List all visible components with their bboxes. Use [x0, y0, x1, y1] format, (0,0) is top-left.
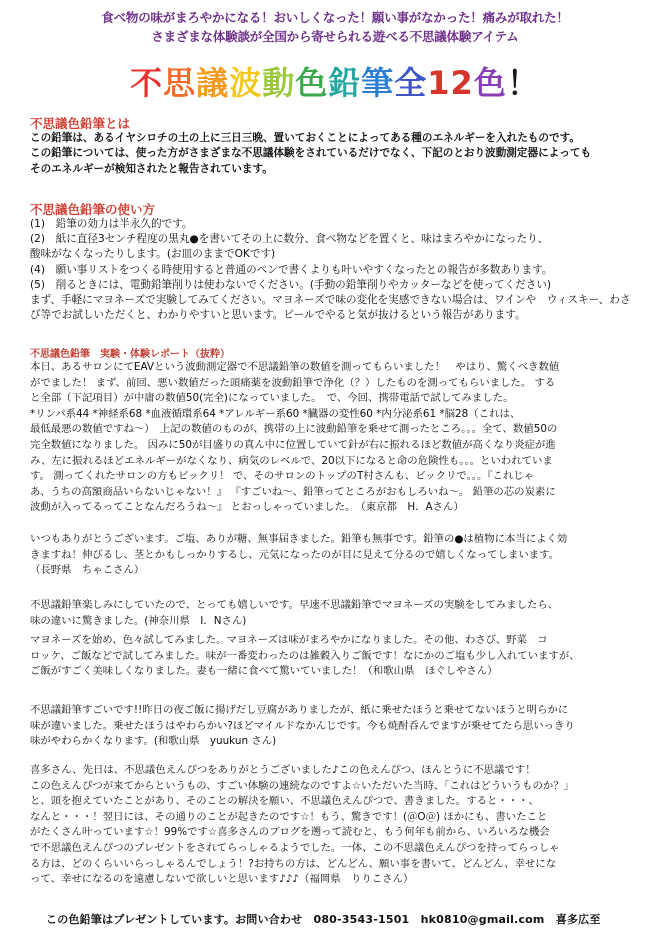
- report-line: る方は、どのくらいいらっしゃるんでしょう！?お持ちの方は、どんどん、願い事を書いて、どんどん、幸せにな: [30, 857, 557, 870]
- title-char: ！: [506, 64, 540, 102]
- report-line: マヨネーズを始め、色々試してみました。マヨネーズは味がまろやかになりました。その他、わさび、野菜 コ: [30, 634, 548, 646]
- title-char: 議: [196, 64, 230, 102]
- report-line: この色えんぴつが来てからというもの、すごい体験の連続なのですよ☆いただいた当時、「これはどういうものか？」: [30, 779, 575, 792]
- contact-footer: この色鉛筆はプレゼントしています。お問い合わせ 080-3543-1501 hk0810@gmail.com 喜多広至: [46, 913, 601, 926]
- report-line: 完全数値になりました。 因みに50が目盛りの真ん中に位置していて針が右に振れるほど数値が高くなり炎症が進: [30, 438, 556, 451]
- title-char: 全: [394, 64, 428, 102]
- rainbow-title: [0, 58, 670, 104]
- title-char: 12: [427, 64, 474, 102]
- report-line: す。 測ってくれたサロンの方もビックリ！ で、そのサロンのトップのT村さんも、ビックリで。。。『これじゃ: [30, 470, 535, 483]
- title-char: 鉛: [328, 64, 362, 102]
- report-line: 最低最悪の数値ですね～） 上記の数値のものが、携帯の上に波動鉛筆を乗せて測ったところ。。。全て、数値50の: [30, 423, 558, 436]
- report-line: み、左に振れるほどエネルギーがなくなり、病気のレベルで、20以下になると命の危険性も。。。といわれていま: [30, 454, 553, 467]
- usage-line: び等でお試しいただくと、わかりやすいと思います。ビールでやると気が抜けるという報告があります。: [30, 309, 526, 322]
- report-heading: 不思議色鉛筆 実験・体験レポート（抜粋）: [30, 349, 230, 360]
- report-line: （長野県 ちゃこさん）: [30, 564, 145, 577]
- report-line: と全部（下記項目）が中庸の数値50(完全)になっていました。 で、今回、携帯電話で試してみました。: [30, 392, 514, 405]
- report-line: いつもありがとうございます。ご塩、ありが糖、無事届きました。鉛筆も無事です。鉛筆の●は植物に本当によく効: [30, 533, 568, 545]
- report-line: 本日、あるサロンにてEAVという波動測定器で不思議鉛筆の数値を測ってもらいました！ やはり、驚くべき数値: [30, 361, 560, 373]
- report-line: と、頭を抱えていたことがあり、そのことの解決を願い、不思議色えんぴつで、書きました。すると・・・、: [30, 795, 539, 808]
- report-line: あ、うちの高額商品いらないじゃない！』 『すごいね～、鉛筆ってところがおもしろいね～。 鉛筆の芯の炭素に: [30, 485, 556, 498]
- usage-line: まず、手軽にマヨネーズで実験してみてください。マヨネーズで味の変化を実感できない場合は、ワインや ウィスキー、わさ: [30, 294, 631, 307]
- title-char: 筆: [361, 64, 395, 102]
- title-char: 色: [473, 64, 507, 102]
- report-line: *リンパ系44 *神経系68 *血液循環系64 *アレルギー系60 *臓器の変性60 *内分泌系61 *脳28（これは、: [30, 407, 521, 420]
- report-entry: [30, 703, 642, 750]
- title-char: 思: [163, 64, 197, 102]
- report-entry: [30, 532, 642, 579]
- header-tagline: 食べ物の味がまろやかになる！おいしくなった！願い事がなかった！痛みが取れた！: [101, 10, 569, 25]
- title-char: 波: [229, 64, 263, 102]
- usage-line: (2) 紙に直径3センチ程度の黒丸●を書いてその上に数分、食べ物などを置くと、味はまろやかになったり、: [30, 233, 549, 246]
- report-line: 不思議鉛筆楽しみにしていたので、とっても嬉しいです。早速不思議鉛筆でマヨネーズの実験をしてみましたら、: [30, 599, 559, 611]
- report-line: 味がやわらかくなります。(和歌山県 yuukun さん): [30, 735, 277, 748]
- report-line: で不思議色えんぴつのプレゼントをされてらっしゃるようでした。一体、この不思議色えんぴつを持ってらっしゃ: [30, 841, 560, 854]
- report-line: がたくさん叶っています☆！99%です☆喜多さんのブログを遡って読むと、もう何年も前から、いろいろな機会: [30, 826, 550, 839]
- usage-list: [30, 217, 648, 323]
- report-line: ご飯がすごく美味しくなりました。妻も一緒に食べて驚いていました！（和歌山県 ほぐしやさん）: [30, 665, 498, 678]
- report-entry: [30, 763, 642, 888]
- report-line: なんと・・・！翌日には、その通りのことが起きたのです☆！もう、驚きです！(＠O＠) ほかにも、書いたこと: [30, 810, 548, 823]
- usage-line: (1) 鉛筆の効力は半永久的です。: [30, 218, 193, 230]
- report-entry: [30, 633, 642, 680]
- report-line: 波動が入ってるってことなんだろうね～』 とおっしゃっていました。 （東京都 H．Aさん）: [30, 501, 464, 514]
- report-line: 味の違いに驚きました。(神奈川県 I．Nさん): [30, 614, 247, 627]
- about-line: そのエネルギーが検知されたと報告されています。: [30, 162, 273, 175]
- title-char: 色: [295, 64, 329, 102]
- report-line: きますね！伸びるし、茎とかもしっかりするし、元気になったのが目に見えて分るので嬉しくなってしまいます。: [30, 548, 560, 561]
- report-line: ロッケ、ご飯などで試してみました。味が一番変わったのは雑穀入りご飯です！なにかのご塩も少し入れていますが、: [30, 649, 580, 662]
- about-line: この鉛筆については、使った方がさまざまな不思議体験をされているだけでなく、下記のとおり波動測定器によっても: [30, 147, 592, 160]
- about-line: この鉛筆は、あるイヤシロチの土の上に三日三晩、置いておくことによってある種のエネルギーを入れたものです。: [30, 132, 580, 144]
- about-heading: 不思議色鉛筆とは: [30, 116, 131, 131]
- report-line: 味が違いました。乗せたほうはやわらかい?ほどマイルドなかんじです。今も焼酎呑んでますが乗せてたら思いっきり: [30, 719, 575, 732]
- report-entry: [30, 360, 642, 516]
- title-char: 動: [262, 64, 296, 102]
- usage-heading: 不思議色鉛筆の使い方: [30, 202, 156, 217]
- about-text: [30, 131, 648, 177]
- report-line: って、幸せになるのを遠慮しないで欲しいと思います♪♪♪（福岡県 りりこさん）: [30, 873, 414, 886]
- usage-line: (5) 削るときには、電動鉛筆削りは使わないでください。(手動の鉛筆削りやカッターなどを使ってください): [30, 278, 552, 291]
- header-subtitle: さまざまな体験談が全国から寄せられる遊べる不思議体験アイテム: [151, 29, 519, 44]
- title-char: 不: [130, 64, 164, 102]
- report-entry: [30, 598, 642, 629]
- usage-line: (4) 願い事リストをつくる時使用すると普通のペンで書くよりも叶いやすくなったとの報告が多数あります。: [30, 263, 553, 276]
- usage-line: 酸味がなくなったりします。(お皿のままでOKです): [30, 248, 276, 261]
- report-line: がでました！ まず、前回、悪い数値だった頭痛薬を波動鉛筆で浄化（？）したものを測ってもらいました。 する: [30, 376, 556, 389]
- report-line: 喜多さん、先日は、不思議色えんぴつをありがとうございました♪この色えんぴつ、ほんとうに不思議です！: [30, 764, 536, 776]
- report-line: 不思議鉛筆すごいです!!昨日の夜ご飯に揚げだし豆腐がありましたが、紙に乗せたほうと乗せてないほうと明らかに: [30, 704, 569, 716]
